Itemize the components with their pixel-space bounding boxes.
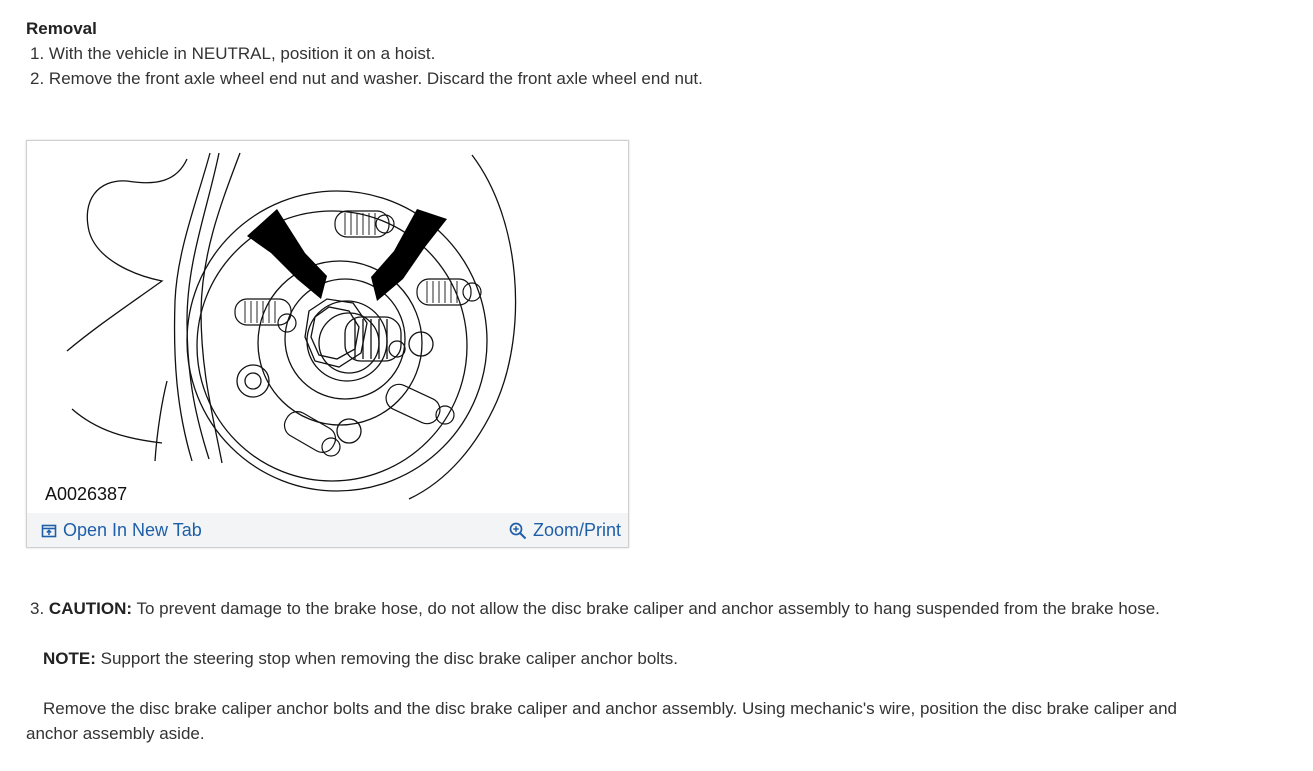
step-number: 3. <box>30 599 45 618</box>
note-label: NOTE: <box>43 649 96 668</box>
step-text: Remove the front axle wheel end nut and washer. Discard the front axle wheel end nut. <box>48 69 703 88</box>
caution-text: To prevent damage to the brake hose, do not allow the disc brake caliper and anchor assembly to hang suspended from the brake hose. <box>132 599 1160 618</box>
figure-id: A0026387 <box>45 484 128 504</box>
step-3-instruction-line-2: anchor assembly aside. <box>26 724 205 743</box>
step-number: 1. <box>30 44 45 63</box>
wheel-hub-illustration <box>27 141 628 513</box>
figure-card <box>26 140 629 548</box>
step-1 <box>30 44 435 64</box>
open-in-new-tab-link[interactable] <box>41 520 202 541</box>
step-2 <box>30 69 703 89</box>
zoom-print-label: Zoom/Print <box>532 520 621 540</box>
section-heading: Removal <box>26 19 97 38</box>
open-in-new-tab-icon <box>41 523 57 539</box>
step-3-caution <box>30 599 1160 619</box>
step-text: With the vehicle in NEUTRAL, position it on a hoist. <box>48 44 436 63</box>
zoom-print-link[interactable] <box>509 520 621 541</box>
step-3-instruction-line-1: Remove the disc brake caliper anchor bolts and the disc brake caliper and anchor assembly. Using mechanic's wire, position the disc brake caliper and <box>43 699 1178 718</box>
zoom-icon <box>509 522 527 540</box>
step-3-note <box>43 649 678 669</box>
note-text: Support the steering stop when removing the disc brake caliper anchor bolts. <box>95 649 678 668</box>
open-in-new-tab-label: Open In New Tab <box>63 520 202 540</box>
step-number: 2. <box>30 69 45 88</box>
caution-label: CAUTION: <box>48 599 133 618</box>
figure-toolbar <box>27 513 628 547</box>
